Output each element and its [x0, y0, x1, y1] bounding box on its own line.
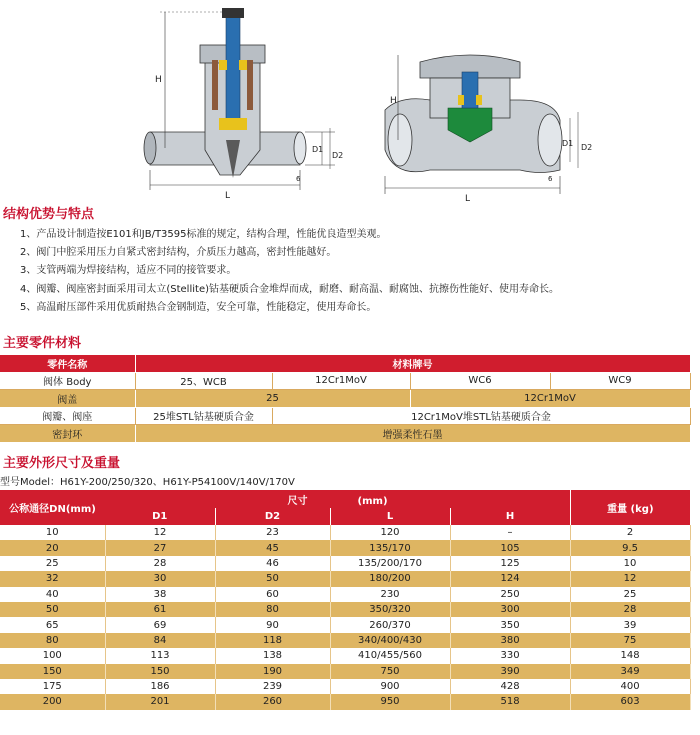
section-title-dimensions: 主要外形尺寸及重量 — [3, 456, 121, 471]
d1-cell: 150 — [105, 664, 215, 679]
l-cell: 230 — [330, 587, 450, 602]
dn-cell: 200 — [0, 694, 105, 709]
dn-cell: 20 — [0, 540, 105, 555]
weight-cell: 28 — [570, 602, 690, 617]
weight-cell: 12 — [570, 571, 690, 586]
weight-cell: 9.5 — [570, 540, 690, 555]
weight-cell: 349 — [570, 664, 690, 679]
d1-cell: 38 — [105, 587, 215, 602]
table-row — [0, 390, 690, 408]
table-row — [0, 556, 690, 571]
valve-drawings — [0, 0, 700, 205]
section-title-materials: 主要零件材料 — [3, 336, 82, 351]
d2-cell: 118 — [215, 633, 330, 648]
feature-item: 2、阀门中腔采用压力自紧式密封结构，介质压力越高，密封性能越好。 — [20, 247, 337, 259]
l-cell: 135/170 — [330, 540, 450, 555]
material-cell: 25、WCB — [135, 372, 272, 390]
d1-cell: 84 — [105, 633, 215, 648]
feature-item: 1、产品设计制造按E101和JB/T3595标准的规定，结构合理，性能优良造型美观。 — [20, 229, 387, 240]
dn-header: 公称通径DN(mm) — [9, 504, 96, 515]
table-row — [0, 372, 690, 390]
table-row — [0, 540, 690, 555]
d1-cell: 201 — [105, 694, 215, 709]
dimensions-header-row — [0, 490, 690, 508]
h-cell: 390 — [450, 664, 570, 679]
h-cell: 350 — [450, 617, 570, 632]
materials-header-grade: 材料牌号 — [135, 355, 690, 372]
l-cell: 120 — [330, 525, 450, 540]
l-cell: 950 — [330, 694, 450, 709]
weight-cell: 603 — [570, 694, 690, 709]
check-length-label: L — [465, 194, 471, 204]
d2-cell: 90 — [215, 617, 330, 632]
l-cell: 135/200/170 — [330, 556, 450, 571]
d1-cell: 61 — [105, 602, 215, 617]
h-header: H — [450, 508, 570, 525]
dn-cell: 175 — [0, 679, 105, 694]
dn-cell: 10 — [0, 525, 105, 540]
l-cell: 350/320 — [330, 602, 450, 617]
l-header: L — [330, 508, 450, 525]
dn-cell: 80 — [0, 633, 105, 648]
feature-item: 3、支管两端为焊接结构，适应不同的接管要求。 — [20, 265, 237, 277]
weight-cell: 10 — [570, 556, 690, 571]
dimensions-table — [0, 490, 691, 710]
check-d1-label: D1 — [562, 139, 574, 148]
d1-cell: 113 — [105, 648, 215, 663]
globe-valve-drawing — [144, 8, 343, 201]
table-row — [0, 633, 690, 648]
table-row — [0, 571, 690, 586]
materials-table — [0, 355, 691, 443]
material-cell: 12Cr1MoV堆STL钴基硬质合金 — [272, 407, 690, 425]
dn-cell: 32 — [0, 571, 105, 586]
d1-header: D1 — [105, 508, 215, 525]
weight-cell: 400 — [570, 679, 690, 694]
weight-cell: 39 — [570, 617, 690, 632]
dimensions-body — [0, 525, 690, 710]
h-cell: 428 — [450, 679, 570, 694]
globe-d1-label: D1 — [312, 145, 324, 154]
material-cell: 增强柔性石墨 — [135, 425, 690, 443]
model-line: 型号Model：H61Y-200/250/320、H61Y-P54100V/140V/170V — [0, 477, 295, 488]
l-cell: 900 — [330, 679, 450, 694]
h-cell: 518 — [450, 694, 570, 709]
h-cell: 300 — [450, 602, 570, 617]
d2-header: D2 — [215, 508, 330, 525]
h-cell: 250 — [450, 587, 570, 602]
dn-cell: 25 — [0, 556, 105, 571]
h-cell: 124 — [450, 571, 570, 586]
h-cell: 105 — [450, 540, 570, 555]
part-name: 阀盖 — [0, 390, 135, 408]
d2-cell: 239 — [215, 679, 330, 694]
table-row — [0, 694, 690, 709]
d2-cell: 260 — [215, 694, 330, 709]
table-row — [0, 679, 690, 694]
weight-cell: 148 — [570, 648, 690, 663]
materials-header-part: 零件名称 — [0, 355, 135, 372]
d1-cell: 12 — [105, 525, 215, 540]
check-d2-label: D2 — [581, 143, 593, 152]
dn-cell: 65 — [0, 617, 105, 632]
l-cell: 340/400/430 — [330, 633, 450, 648]
part-name: 阀瓣、阀座 — [0, 407, 135, 425]
d2-cell: 23 — [215, 525, 330, 540]
check-angle-label: 6 — [548, 175, 553, 183]
d1-cell: 27 — [105, 540, 215, 555]
materials-header-row — [0, 355, 690, 372]
weight-header: 重量 (kg) — [607, 504, 654, 515]
material-cell: WC9 — [550, 372, 690, 390]
size-header: 尺寸 (mm) — [287, 495, 388, 507]
dn-cell: 100 — [0, 648, 105, 663]
weight-cell: 75 — [570, 633, 690, 648]
d2-cell: 190 — [215, 664, 330, 679]
part-name: 阀体 Body — [0, 372, 135, 390]
table-row — [0, 664, 690, 679]
feature-item: 4、阀瓣、阀座密封面采用司太立(Stellite)钴基硬质合金堆焊而成，耐磨、耐高温、耐腐蚀、抗擦伤性能好、使用寿命长。 — [20, 283, 559, 295]
d1-cell: 69 — [105, 617, 215, 632]
l-cell: 750 — [330, 664, 450, 679]
check-height-label: H — [390, 96, 397, 106]
d2-cell: 138 — [215, 648, 330, 663]
material-cell: 25堆STL钴基硬质合金 — [135, 407, 272, 425]
table-row — [0, 525, 690, 540]
section-title-features: 结构优势与特点 — [3, 207, 95, 222]
globe-height-label: H — [155, 75, 162, 85]
d2-cell: 45 — [215, 540, 330, 555]
table-row — [0, 587, 690, 602]
d2-cell: 50 — [215, 571, 330, 586]
d1-cell: 186 — [105, 679, 215, 694]
table-row — [0, 407, 690, 425]
weight-cell: 2 — [570, 525, 690, 540]
h-cell: 330 — [450, 648, 570, 663]
globe-angle-label: 6 — [296, 175, 301, 183]
dn-cell: 40 — [0, 587, 105, 602]
h-cell: – — [450, 525, 570, 540]
dn-cell: 150 — [0, 664, 105, 679]
globe-length-label: L — [225, 191, 231, 201]
table-row — [0, 602, 690, 617]
l-cell: 260/370 — [330, 617, 450, 632]
dn-cell: 50 — [0, 602, 105, 617]
feature-item: 5、高温耐压部件采用优质耐热合金钢制造，安全可靠，性能稳定，使用寿命长。 — [20, 301, 377, 313]
table-row — [0, 648, 690, 663]
feature-list — [20, 226, 559, 317]
part-name: 密封环 — [0, 425, 135, 443]
globe-d2-label: D2 — [332, 151, 344, 160]
table-row — [0, 425, 690, 443]
table-row — [0, 617, 690, 632]
material-cell: WC6 — [410, 372, 550, 390]
weight-cell: 25 — [570, 587, 690, 602]
d2-cell: 46 — [215, 556, 330, 571]
d2-cell: 80 — [215, 602, 330, 617]
h-cell: 380 — [450, 633, 570, 648]
check-valve-drawing — [385, 55, 592, 204]
material-cell: 12Cr1MoV — [272, 372, 410, 390]
d1-cell: 30 — [105, 571, 215, 586]
material-cell: 12Cr1MoV — [410, 390, 690, 408]
l-cell: 410/455/560 — [330, 648, 450, 663]
h-cell: 125 — [450, 556, 570, 571]
d1-cell: 28 — [105, 556, 215, 571]
material-cell: 25 — [135, 390, 410, 408]
l-cell: 180/200 — [330, 571, 450, 586]
d2-cell: 60 — [215, 587, 330, 602]
